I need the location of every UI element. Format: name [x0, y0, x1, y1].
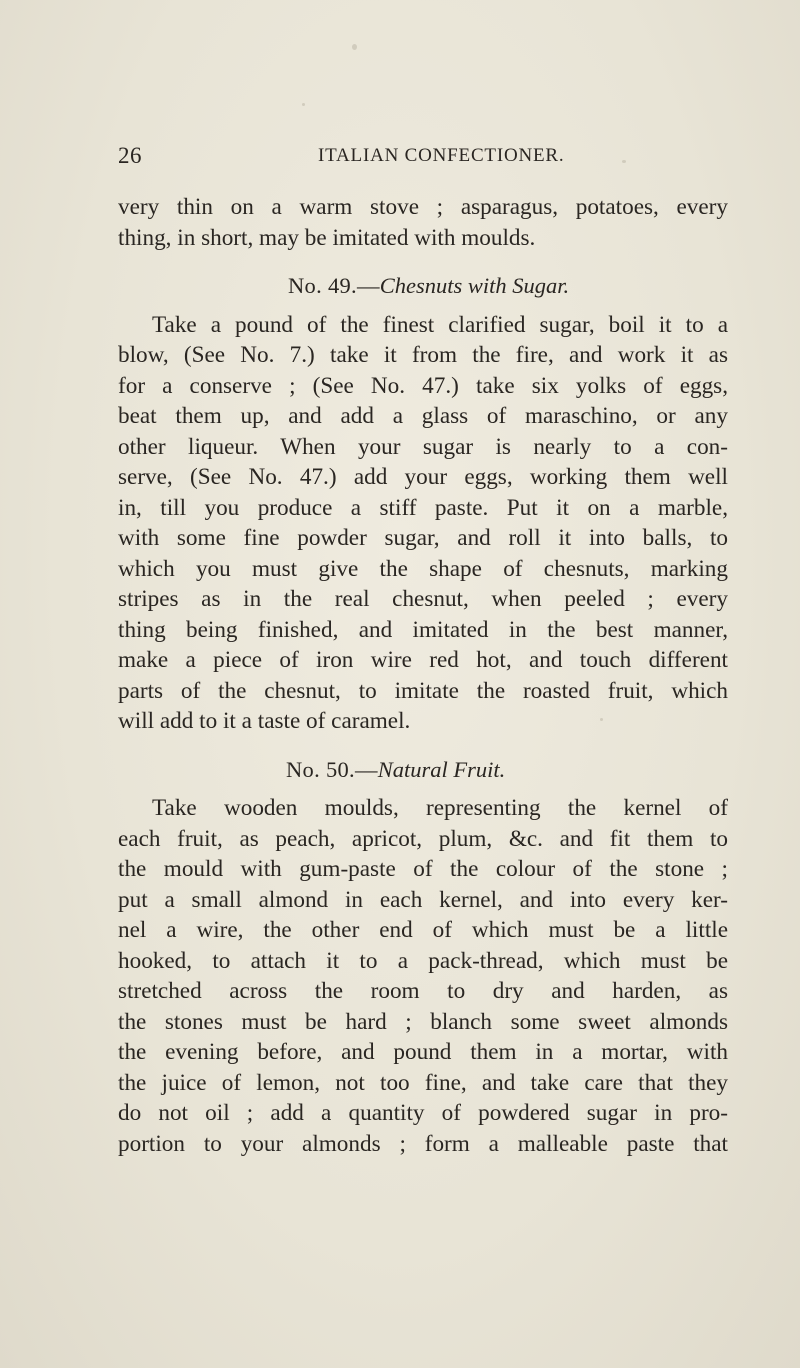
recipe-title: Natural Fruit.	[377, 756, 506, 782]
text-line: the stones must be hard ; blanch some sweet almonds	[118, 1008, 728, 1035]
text-line: hooked, to attach it to a pack-thread, which must be	[118, 947, 728, 974]
text-line: other liqueur. When your sugar is nearly to a con-	[118, 433, 728, 460]
paper-speck	[352, 44, 357, 50]
recipe-number: No. 49.—	[288, 273, 380, 298]
text-line: parts of the chesnut, to imitate the roasted fruit, which	[118, 677, 728, 704]
text-line: in, till you produce a stiff paste. Put it on a marble,	[118, 494, 728, 521]
page-body	[118, 192, 728, 1159]
text-line: the juice of lemon, not too fine, and take care that they	[118, 1069, 728, 1096]
running-head: ITALIAN CONFECTIONER.	[318, 145, 565, 166]
text-line: very thin on a warm stove ; asparagus, potatoes, every	[118, 194, 728, 220]
text-line: each fruit, as peach, apricot, plum, &c. and fit them to	[118, 825, 728, 852]
recipe-title: Chesnuts with Sugar.	[379, 273, 570, 298]
text-line: with some fine powder sugar, and roll it into balls, to	[118, 525, 728, 551]
text-line: serve, (See No. 47.) add your eggs, working them well	[118, 464, 728, 490]
text-line: the evening before, and pound them in a mortar, with	[118, 1039, 728, 1065]
text-line: for a conserve ; (See No. 47.) take six yolks of eggs,	[118, 372, 728, 399]
text-line: Take a pound of the finest clarified sugar, boil it to a	[152, 311, 728, 338]
page-header	[118, 143, 718, 173]
text-line: blow, (See No. 7.) take it from the fire, and work it as	[118, 342, 728, 368]
text-line: nel a wire, the other end of which must be a little	[118, 917, 728, 943]
text-line: Take wooden moulds, representing the kernel of	[152, 795, 728, 821]
text-line: portion to your almonds ; form a malleable paste that	[118, 1130, 728, 1157]
text-line: make a piece of iron wire red hot, and touch different	[118, 647, 728, 673]
text-line: thing, in short, may be imitated with moulds.	[118, 224, 536, 251]
text-line: thing being finished, and imitated in the best manner,	[118, 616, 728, 643]
text-line: which you must give the shape of chesnuts, marking	[118, 555, 728, 582]
page-number: 26	[118, 143, 142, 168]
text-line: do not oil ; add a quantity of powdered sugar in pro-	[118, 1100, 728, 1126]
text-line: put a small almond in each kernel, and into every ker-	[118, 886, 728, 913]
recipe-heading	[118, 271, 728, 302]
text-line: the mould with gum-paste of the colour of the stone ;	[118, 856, 728, 882]
paper-speck	[302, 103, 305, 106]
text-line: will add to it a taste of caramel.	[118, 708, 411, 734]
text-line: stripes as in the real chesnut, when peeled ; every	[118, 586, 728, 612]
recipe-number: No. 50.—	[286, 756, 378, 782]
text-line: beat them up, and add a glass of maraschino, or any	[118, 403, 728, 429]
text-line: stretched across the room to dry and harden, as	[118, 978, 728, 1004]
recipe-heading	[118, 755, 728, 786]
